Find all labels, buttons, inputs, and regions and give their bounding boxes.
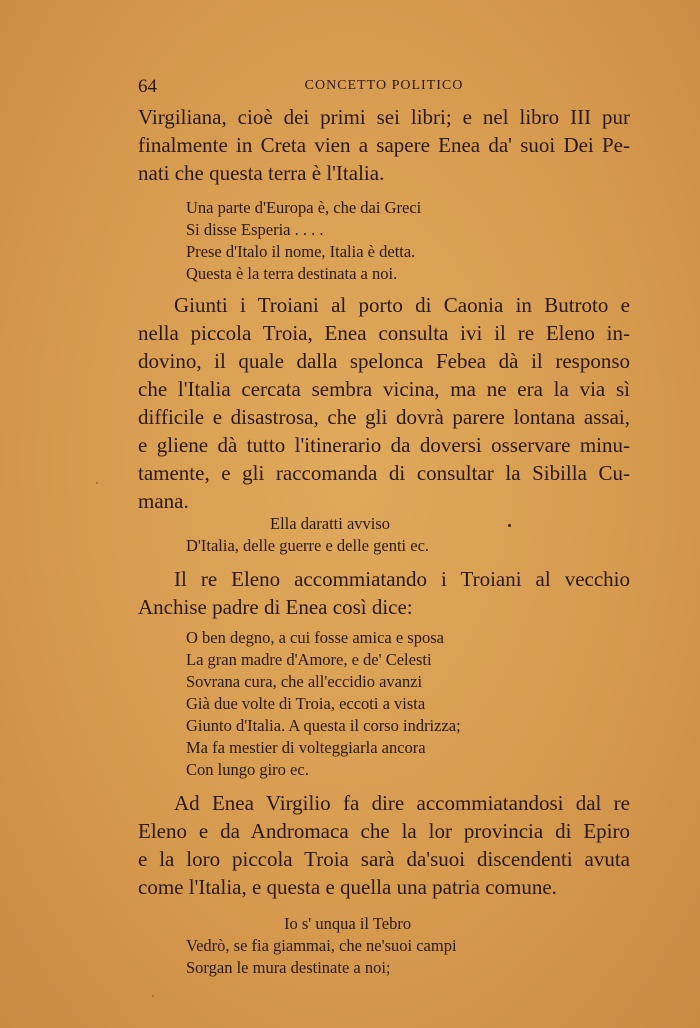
prose-line: Anchise padre di Enea così dice: — [138, 595, 413, 619]
verse-line: Prese d'Italo il nome, Italia è detta. — [186, 242, 416, 261]
verse-line: O ben degno, a cui fosse amica e sposa — [186, 628, 444, 647]
verse-line: Si disse Esperia . . . . — [186, 220, 324, 239]
verse-line: Vedrò, se fia giammai, che ne'suoi campi — [186, 936, 457, 955]
prose-line: Eleno e da Andromaca che la lor provincia di Epiro — [138, 819, 630, 843]
verse-line: Già due volte di Troia, eccoti a vista — [186, 694, 426, 713]
stray-dot — [508, 524, 511, 527]
prose-line: come l'Italia, e questa e quella una patria comune. — [138, 875, 557, 899]
prose-line: Ad Enea Virgilio fa dire accommiatandosi dal re — [174, 791, 630, 815]
prose-line: finalmente in Creta vien a sapere Enea da' suoi Dei Pe- — [138, 133, 630, 157]
verse-line: Questa è la terra destinata a noi. — [186, 264, 398, 283]
prose-line: Virgiliana, cioè dei primi sei libri; e nel libro III pur — [138, 105, 630, 129]
prose-line: difficile e disastrosa, che gli dovrà parere lontana assai, — [138, 405, 630, 429]
verse-line: Una parte d'Europa è, che dai Greci — [186, 198, 422, 217]
verse-line: Giunto d'Italia. A questa il corso indrizza; — [186, 716, 461, 735]
prose-line: Il re Eleno accommiatando i Troiani al vecchio — [174, 567, 630, 591]
verse-line: Sovrana cura, che all'eccidio avanzi — [186, 672, 423, 691]
verse-line: La gran madre d'Amore, e de' Celesti — [186, 650, 432, 669]
prose-line: mana. — [138, 489, 189, 513]
prose-line: e gliene dà tutto l'itinerario da doversi osservare minu- — [138, 433, 630, 457]
verse-line: Ma fa mestier di volteggiarla ancora — [186, 738, 426, 757]
prose-line: dovino, il quale dalla spelonca Febea dà il responso — [138, 349, 630, 373]
page-number: 64 — [138, 76, 157, 97]
verse-line: Ella daratti avviso — [270, 514, 391, 533]
prose-line: tamente, e gli raccomanda di consultar la Sibilla Cu- — [138, 461, 630, 485]
prose-line: e la loro piccola Troia sarà da'suoi discendenti avuta — [138, 847, 630, 871]
running-title: CONCETTO POLITICO — [304, 78, 464, 93]
verse-line: Sorgan le mura destinate a noi; — [186, 958, 391, 977]
page-header — [138, 76, 630, 98]
verse-line: Io s' unqua il Tebro — [284, 914, 412, 933]
prose-line: nella piccola Troia, Enea consulta ivi il re Eleno in- — [138, 321, 630, 345]
prose-line: nati che questa terra è l'Italia. — [138, 161, 385, 185]
prose-line: Giunti i Troiani al porto di Caonia in Butroto e — [174, 293, 630, 317]
paper-speck — [152, 995, 154, 997]
prose-line: che l'Italia cercata sembra vicina, ma ne era la via sì — [138, 377, 630, 401]
paper-speck — [96, 482, 98, 484]
verse-line: D'Italia, delle guerre e delle genti ec. — [186, 536, 430, 555]
verse-line: Con lungo giro ec. — [186, 760, 309, 779]
